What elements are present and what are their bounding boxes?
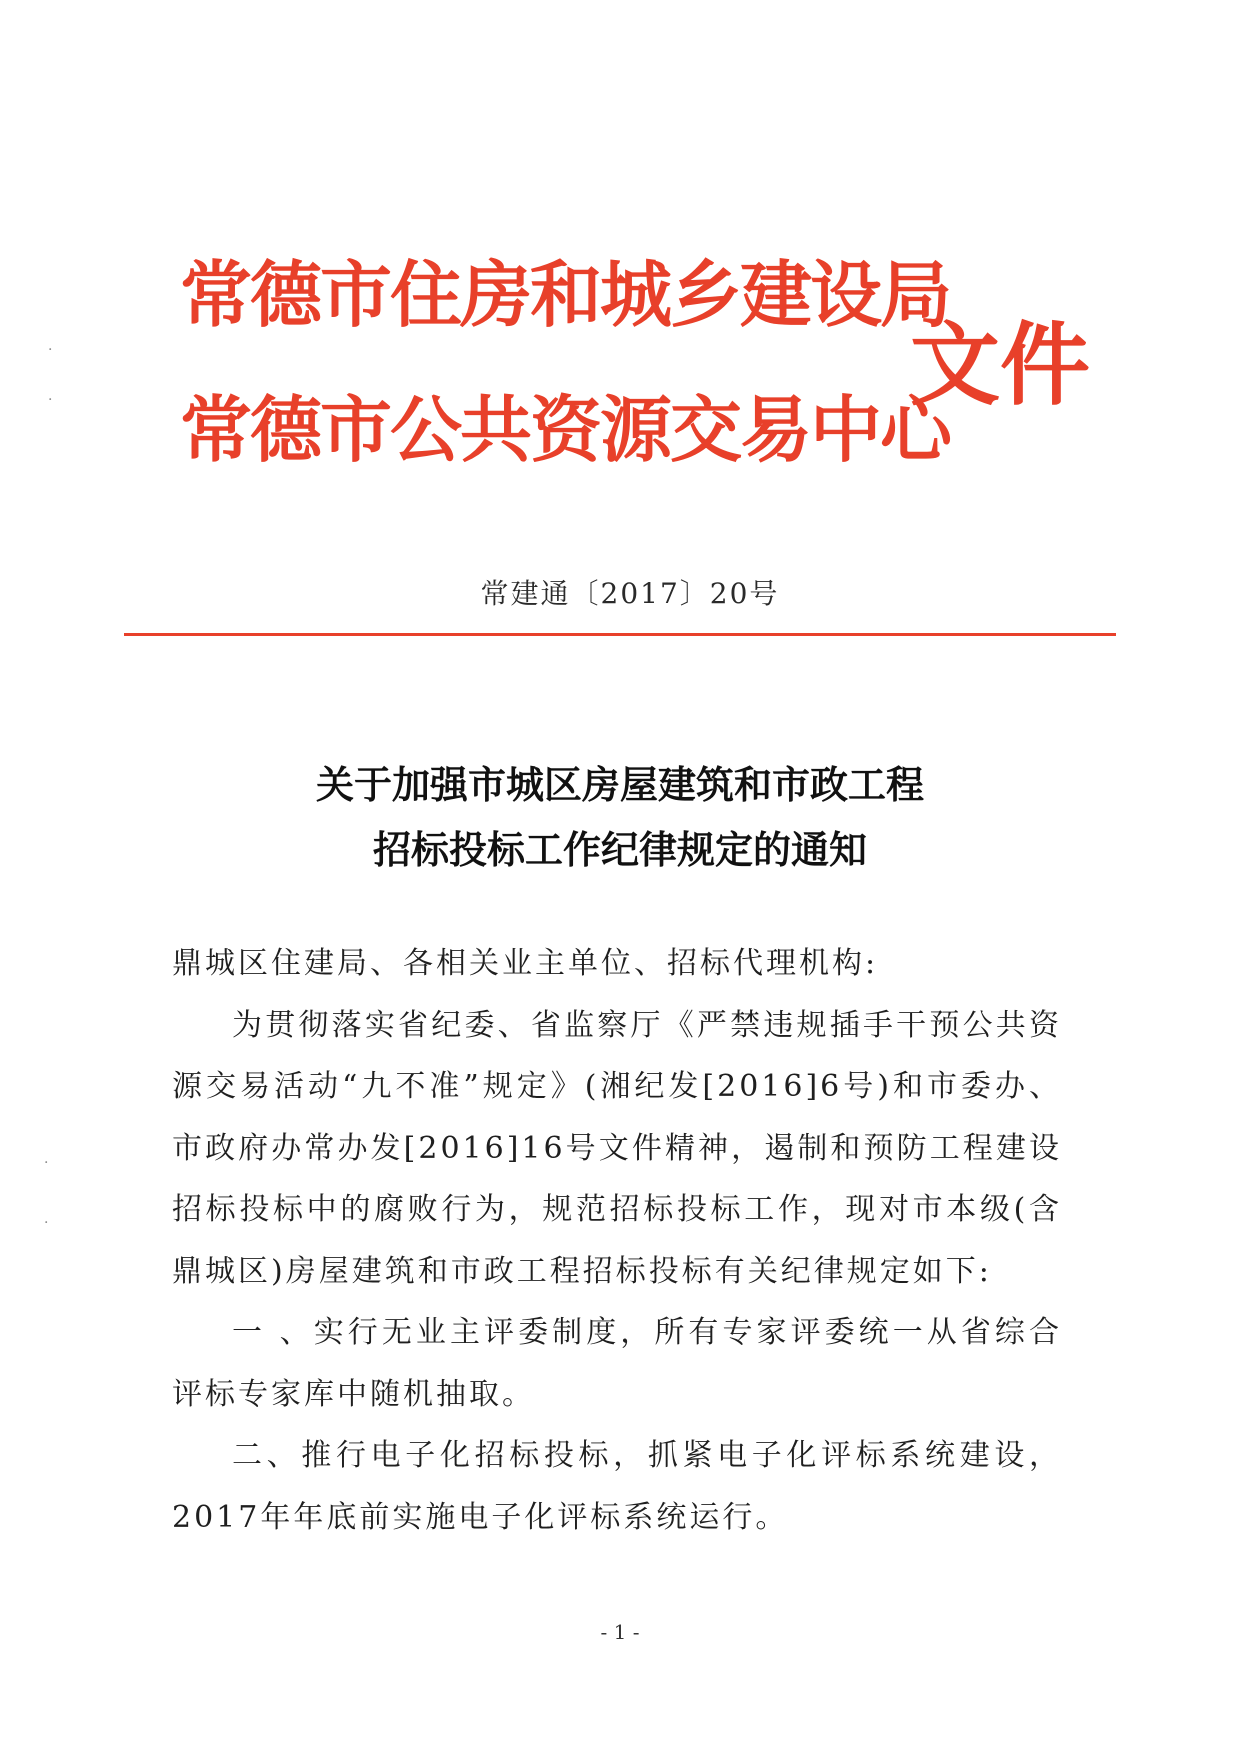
issuer-name-line-2: 常德市公共资源交易中心 xyxy=(180,387,951,472)
title-line-1: 关于加强市城区房屋建筑和市政工程 xyxy=(315,762,924,807)
title-line-2: 招标投标工作纪律规定的通知 xyxy=(372,827,867,872)
intro-paragraph: 为贯彻落实省纪委、省监察厅《严禁违规插手干预公共资源交易活动“九不准”规定》(湘纪发[2016]6号)和市委办、市政府办常办发[2016]16号文件精神，遏制和预防工程建设招标投标中的腐败行为，规范招标投标工作，现对市本级(含鼎城区)房屋建筑和市政工程招标投标有关纪律规定如下: xyxy=(172,1007,1062,1289)
scan-speck: · xyxy=(44,1215,49,1231)
document-number: 常建通〔2017〕20号 xyxy=(480,577,780,610)
document-type-label: 文件 xyxy=(910,312,1090,418)
rule-item-1: 一 、实行无业主评委制度，所有专家评委统一从省综合评标专家库中随机抽取。 xyxy=(172,1315,1062,1412)
rule-item-2: 二、推行电子化招标投标，抓紧电子化评标系统建设，2017年年底前实施电子化评标系统运行。 xyxy=(172,1438,1062,1535)
document-header xyxy=(180,245,1090,495)
document-body xyxy=(172,933,1062,1548)
scan-speck: · xyxy=(48,392,53,408)
scan-speck: · xyxy=(44,1155,49,1171)
red-divider-line xyxy=(124,633,1116,636)
page-number: - 1 - xyxy=(600,1620,640,1644)
scan-speck: · xyxy=(48,342,53,358)
salutation: 鼎城区住建局、各相关业主单位、招标代理机构: xyxy=(172,946,879,981)
document-title xyxy=(0,752,1240,882)
issuer-name-line-1: 常德市住房和城乡建设局 xyxy=(180,252,951,337)
